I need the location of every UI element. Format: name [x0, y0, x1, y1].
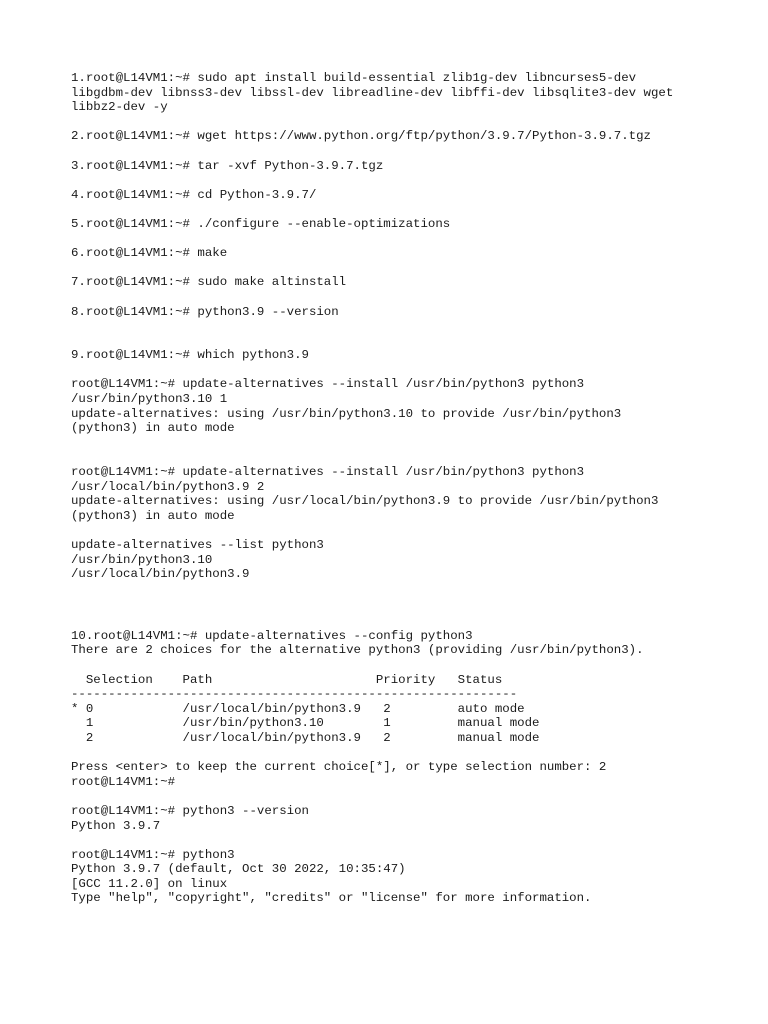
python3-repl-banner: root@L14VM1:~# python3 Python 3.9.7 (default, Oct 30 2022, 10:35:47) [GCC 11.2.0] on linux Type "help", "copyright", "credits" or "license" for more information.: [71, 847, 592, 906]
spacer: [71, 290, 731, 305]
spacer: [71, 582, 731, 629]
step-4-cd: 4.root@L14VM1:~# cd Python-3.9.7/: [71, 187, 317, 202]
step-5-configure: 5.root@L14VM1:~# ./configure --enable-optimizations: [71, 216, 451, 231]
spacer: [71, 115, 731, 130]
step-2-wget: 2.root@L14VM1:~# wget https://www.python.org/ftp/python/3.9.7/Python-3.9.7.tgz: [71, 129, 651, 144]
spacer: [71, 144, 731, 159]
spacer: [71, 232, 731, 247]
spacer: [71, 746, 731, 761]
alternatives-install-python310: root@L14VM1:~# update-alternatives --install /usr/bin/python3 python3 /usr/bin/python3.10 1 update-alternatives: using /usr/bin/python3.10 to provide /usr/bin/python3 (python3) in auto mode: [71, 377, 622, 436]
spacer: [71, 789, 731, 804]
config-selection-table: Selection Path Priority Status ------------------------------------------------------------ * 0 /usr/local/bin/python3.9 2 auto mode 1 /usr/bin/python3.10 1 manual mode 2 /usr/local/bin/python3.9 2 manual mode: [71, 672, 540, 745]
step-6-make: 6.root@L14VM1:~# make: [71, 246, 228, 261]
spacer: [71, 658, 731, 673]
spacer: [71, 523, 731, 538]
python3-version-check: root@L14VM1:~# python3 --version Python 3.9.7: [71, 803, 309, 833]
spacer: [71, 436, 731, 465]
document-page: [71, 71, 731, 906]
alternatives-list: update-alternatives --list python3 /usr/bin/python3.10 /usr/local/bin/python3.9: [71, 538, 324, 582]
spacer: [71, 173, 731, 188]
config-prompt: Press <enter> to keep the current choice[*], or type selection number: 2 root@L14VM1:~#: [71, 760, 607, 789]
spacer: [71, 202, 731, 217]
step-8-version: 8.root@L14VM1:~# python3.9 --version: [71, 304, 339, 319]
spacer: [71, 363, 731, 378]
alternatives-install-python39: root@L14VM1:~# update-alternatives --install /usr/bin/python3 python3 /usr/local/bin/python3.9 2 update-alternatives: using /usr/local/bin/python3.9 to provide /usr/bin/python3 (python3) in auto mode: [71, 465, 659, 523]
spacer: [71, 319, 731, 348]
step-9-which: 9.root@L14VM1:~# which python3.9: [71, 348, 309, 363]
step-3-tar: 3.root@L14VM1:~# tar -xvf Python-3.9.7.tgz: [71, 158, 384, 173]
spacer: [71, 261, 731, 276]
spacer: [71, 833, 731, 848]
step-7-altinstall: 7.root@L14VM1:~# sudo make altinstall: [71, 275, 347, 290]
step-1-apt-install: 1.root@L14VM1:~# sudo apt install build-essential zlib1g-dev libncurses5-dev libgdbm-dev libnss3-dev libssl-dev libreadline-dev libffi-dev libsqlite3-dev wget libbz2-dev -y: [71, 71, 674, 115]
step-10-config: 10.root@L14VM1:~# update-alternatives --config python3 There are 2 choices for the alternative python3 (providing /usr/bin/python3).: [71, 628, 644, 658]
